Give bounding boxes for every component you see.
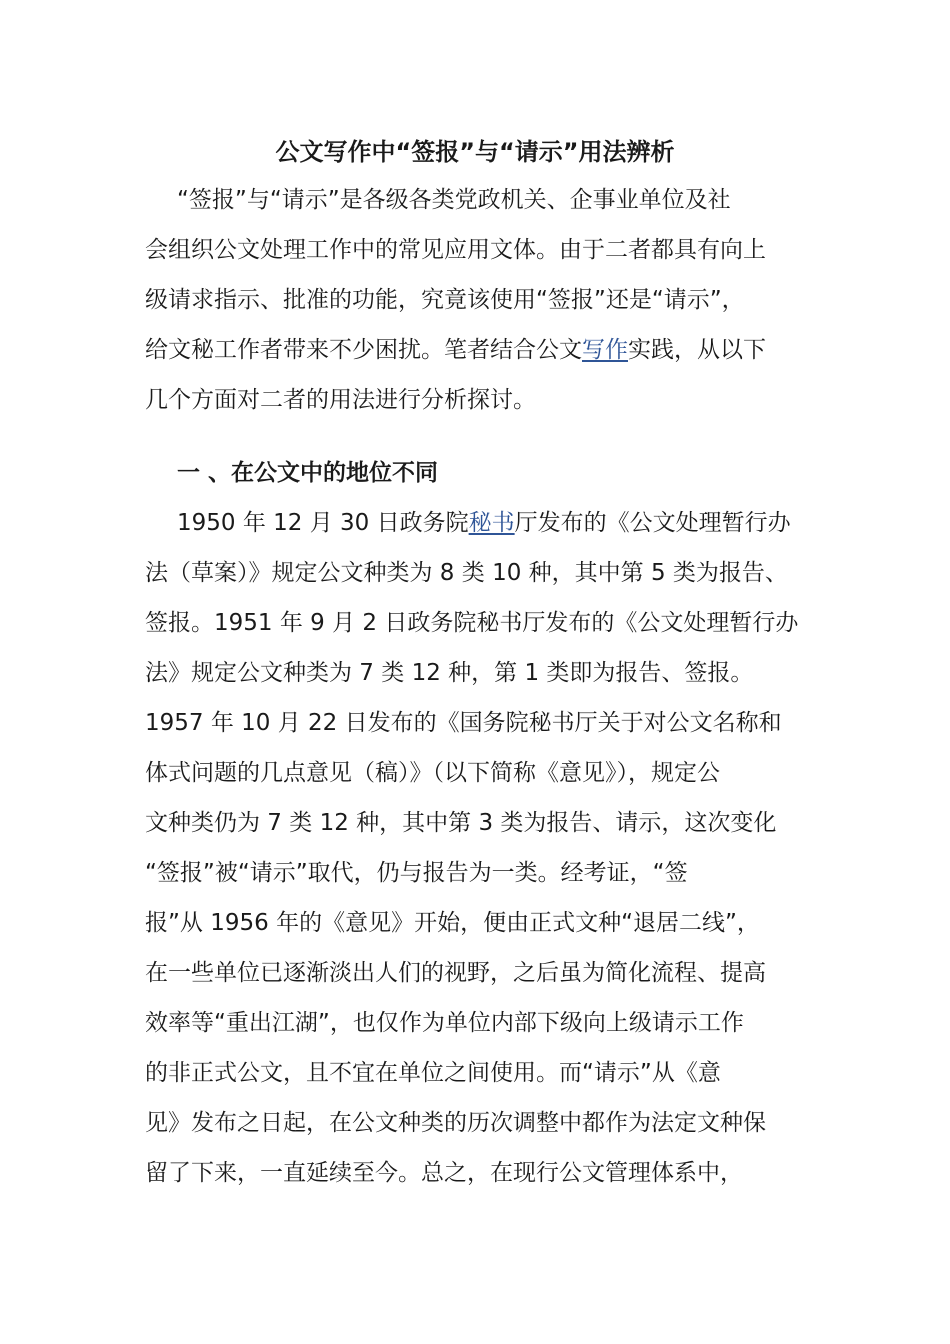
section-1-heading: 一 、在公文中的地位不同 <box>177 460 439 486</box>
section-1-line-6: 体式问题的几点意见（稿）》（以下简称《意见》），规定公 <box>145 760 720 786</box>
section-1-line-13: 见》发布之日起，在公文种类的历次调整中都作为法定文种保 <box>145 1110 766 1136</box>
intro-line-4-text-b: 实践，从以下 <box>628 337 766 363</box>
document-title: 公文写作中“签报”与“请示”用法辨析 <box>275 138 675 166</box>
intro-line-3: 级请求指示、批准的功能，究竟该使用“签报”还是“请示”， <box>145 287 745 313</box>
section-1-line-7: 文种类仍为 7 类 12 种，其中第 3 类为报告、请示，这次变化 <box>145 810 777 836</box>
section-1-line-5: 1957 年 10 月 22 日发布的《国务院秘书厅关于对公文名称和 <box>145 710 782 736</box>
intro-line-4 <box>145 333 815 367</box>
writing-link[interactable]: 写作 <box>582 337 628 363</box>
section-1-line-8: “签报”被“请示”取代，仍与报告为一类。经考证，“签 <box>145 860 688 886</box>
section-1-line-1-text-a: 1950 年 12 月 30 日政务院 <box>177 510 469 536</box>
section-1-line-14: 留了下来，一直延续至今。总之，在现行公文管理体系中， <box>145 1160 743 1186</box>
intro-line-4-text-a: 给文秘工作者带来不少困扰。笔者结合公文 <box>145 337 582 363</box>
intro-line-5: 几个方面对二者的用法进行分析探讨。 <box>145 387 536 413</box>
intro-line-1: “签报”与“请示”是各级各类党政机关、企事业单位及社 <box>177 187 731 213</box>
section-1-line-1-text-b: 厅发布的《公文处理暂行办 <box>514 510 791 536</box>
intro-line-2: 会组织公文处理工作中的常见应用文体。由于二者都具有向上 <box>145 237 766 263</box>
section-1-line-11: 效率等“重出江湖”，也仅作为单位内部下级向上级请示工作 <box>145 1010 744 1036</box>
section-1-line-9: 报”从 1956 年的《意见》开始，便由正式文种“退居二线”， <box>145 910 760 936</box>
section-1-line-1 <box>177 506 847 540</box>
section-1-line-10: 在一些单位已逐渐淡出人们的视野，之后虽为简化流程、提高 <box>145 960 766 986</box>
section-1-line-12: 的非正式公文，且不宜在单位之间使用。而“请示”从《意 <box>145 1060 721 1086</box>
section-1-line-4: 法》规定公文种类为 7 类 12 种，第 1 类即为报告、签报。 <box>145 660 754 686</box>
section-1-line-3: 签报。1951 年 9 月 2 日政务院秘书厅发布的《公文处理暂行办 <box>145 610 799 636</box>
section-1-line-2: 法（草案）》规定公文种类为 8 类 10 种，其中第 5 类为报告、 <box>145 560 788 586</box>
secretary-link[interactable]: 秘书 <box>468 510 515 536</box>
